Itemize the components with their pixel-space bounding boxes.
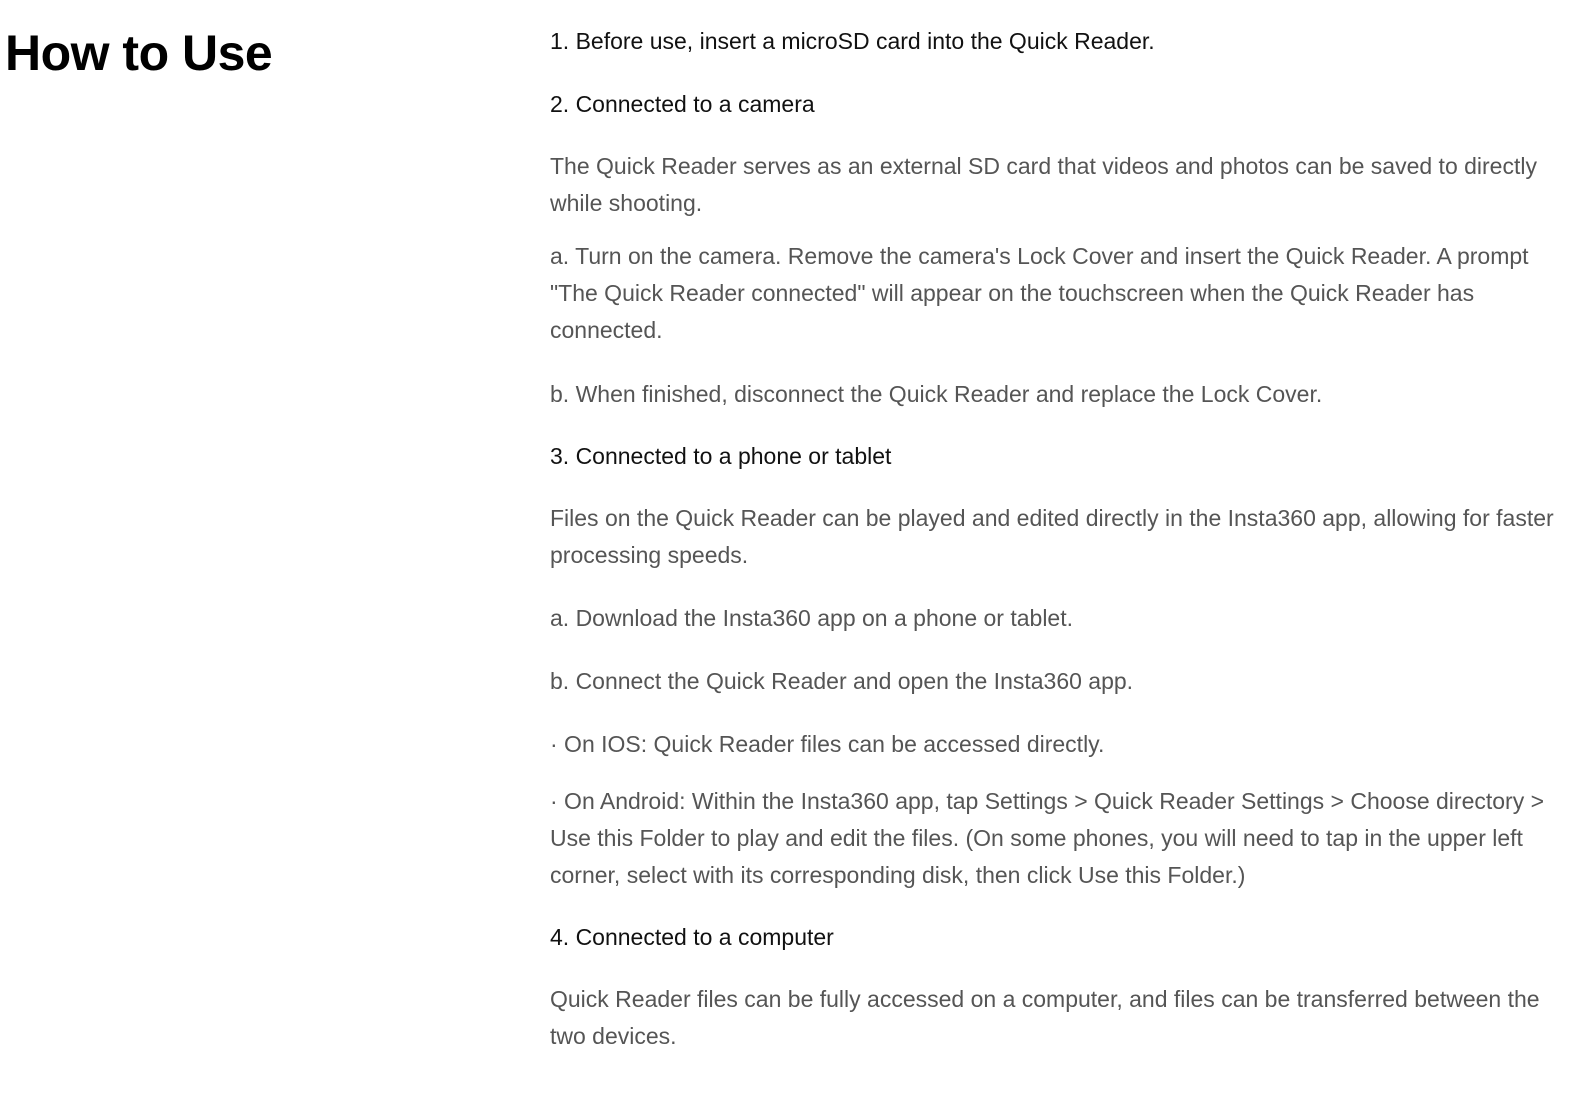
instructions-content [550,24,1564,1055]
step-3-substep-b: b. Connect the Quick Reader and open the Insta360 app. [550,668,1134,694]
step-1-heading: 1. Before use, insert a microSD card into the Quick Reader. [550,28,1155,54]
step-4-description: Quick Reader files can be fully accessed on a computer, and files can be transferred between the two devices. [550,986,1540,1049]
step-3-substep-a: a. Download the Insta360 app on a phone or tablet. [550,605,1074,631]
step-3-android-note: · On Android: Within the Insta360 app, tap Settings > Quick Reader Settings > Choose directory > Use this Folder to play and edit the files. (On some phones, you will need to tap in the upper left corner, select with its corresponding disk, then click Use this Folder.) [550,788,1545,888]
step-2-heading: 2. Connected to a camera [550,91,815,117]
step-3-ios-note: · On IOS: Quick Reader files can be accessed directly. [550,731,1105,757]
step-2-description: The Quick Reader serves as an external SD card that videos and photos can be saved to directly while shooting. [550,153,1537,216]
step-3-description: Files on the Quick Reader can be played and edited directly in the Insta360 app, allowing for faster processing speeds. [550,505,1554,568]
step-4-heading: 4. Connected to a computer [550,924,834,950]
section-title: How to Use [5,25,273,81]
step-2-substep-b: b. When finished, disconnect the Quick Reader and replace the Lock Cover. [550,381,1323,407]
step-2-substep-a: a. Turn on the camera. Remove the camera's Lock Cover and insert the Quick Reader. A prompt "The Quick Reader connected" will appear on the touchscreen when the Quick Reader has connected. [550,243,1529,343]
step-3-heading: 3. Connected to a phone or tablet [550,443,892,469]
